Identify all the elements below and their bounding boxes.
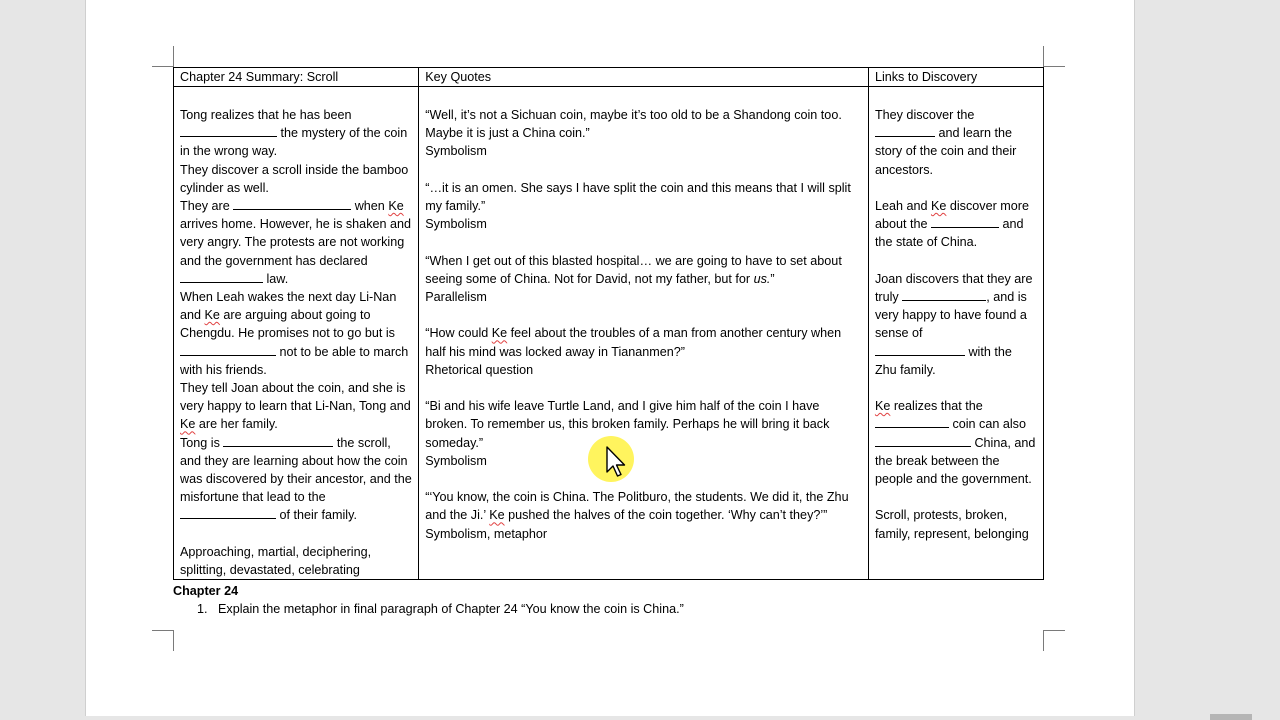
quote-text-part: “How could <box>425 326 489 341</box>
fill-in-blank <box>931 215 999 228</box>
crop-mark-top-right <box>1044 66 1065 67</box>
links-text: , and is very happy to have found a sense of <box>874 290 1027 341</box>
table-header-links: Links to Discovery <box>868 68 1043 87</box>
links-paragraph <box>875 270 1037 379</box>
links-paragraph <box>875 106 1037 179</box>
spellcheck-word: Ke <box>874 399 891 414</box>
links-text: discover more about the <box>874 199 1029 232</box>
summary-word-bank: Approaching, martial, deciphering, splitting, devastated, celebrating <box>180 544 372 578</box>
quote-block <box>425 397 862 470</box>
crop-mark-top-left <box>173 46 174 67</box>
summary-text: They are <box>180 199 230 214</box>
quote-block <box>425 179 862 234</box>
links-word-bank: Scroll, protests, broken, family, represent, belonging <box>874 508 1029 541</box>
question-text: Explain the metaphor in final paragraph of Chapter 24 “You know the coin is China.” <box>218 602 684 617</box>
chapter-summary-table <box>173 67 1044 580</box>
quote-text-part: “‘You know, the coin is China. The Politburo, the students. We did it, the Zhu and the Ji.’ <box>425 490 849 523</box>
table-header-quotes: Key Quotes <box>419 68 869 87</box>
quote-device: Parallelism <box>425 290 487 304</box>
table-header-summary: Chapter 24 Summary: Scroll <box>174 68 419 87</box>
quote-device: Symbolism <box>425 217 487 232</box>
quote-device: Symbolism, metaphor <box>425 526 548 541</box>
links-text: and learn the story of the coin and their ancestors. <box>874 126 1017 177</box>
fill-in-blank <box>875 434 971 447</box>
quote-text: “Bi and his wife leave Turtle Land, and I give him half of the coin I have broken. To remember us, this broken family. Perhaps he will bring it back someday.” <box>425 399 830 450</box>
summary-text: Tong realizes that he has been <box>180 108 352 122</box>
summary-cell <box>174 87 419 580</box>
spellcheck-word: Ke <box>930 199 947 213</box>
summary-text: when <box>354 199 385 214</box>
crop-mark-bottom-left <box>152 630 173 631</box>
summary-text: They tell Joan about the coin, and she is very happy to learn that Li-Nan, Tong and <box>180 381 411 414</box>
quote-device: Rhetorical question <box>425 362 534 377</box>
links-text: Leah and <box>874 199 928 213</box>
summary-text: law. <box>266 271 289 286</box>
quote-block <box>425 324 862 379</box>
quote-text: “Well, it’s not a Sichuan coin, maybe it’s too old to be a Shandong coin too. Maybe it is just a China coin.” <box>425 108 842 141</box>
links-cell <box>868 87 1043 580</box>
quote-text-part: pushed the halves of the coin together. ‘Why can’t they?’” <box>508 508 828 523</box>
scrollbar-thumb[interactable] <box>1210 714 1252 720</box>
fill-in-blank <box>180 270 263 283</box>
question-section <box>173 582 684 618</box>
crop-mark-top-right <box>1043 46 1044 67</box>
links-paragraph <box>875 397 1037 488</box>
summary-paragraph <box>180 434 412 525</box>
quote-text-part: “When I get out of this blasted hospital… we are going to have to set about seeing some of China. Not for David, not my father, but for <box>425 253 842 286</box>
spellcheck-word: Ke <box>491 326 508 341</box>
summary-paragraph <box>180 106 412 161</box>
fill-in-blank <box>902 288 986 301</box>
crop-mark-bottom-right <box>1044 630 1065 631</box>
fill-in-blank <box>180 124 277 137</box>
quote-text: “…it is an omen. She says I have split the coin and this means that I will split my family.” <box>425 180 851 213</box>
crop-mark-bottom-left <box>173 630 174 651</box>
spellcheck-word: Ke <box>489 508 505 523</box>
links-paragraph <box>875 197 1037 252</box>
quote-text-part: ” <box>770 271 775 286</box>
question-number: 1. <box>197 602 208 617</box>
links-text: They discover the <box>874 108 975 122</box>
summary-text: Tong is <box>180 435 220 450</box>
summary-paragraph <box>180 197 412 288</box>
spellcheck-word: Ke <box>180 417 196 432</box>
links-text: with the Zhu family. <box>874 344 1012 377</box>
quote-device: Symbolism <box>425 144 487 159</box>
question-item <box>173 600 684 618</box>
quote-block <box>425 488 862 543</box>
links-text: and the state of China. <box>874 217 1024 250</box>
quote-block <box>425 106 862 161</box>
summary-text: of their family. <box>279 508 357 523</box>
chapter-heading: Chapter 24 <box>173 584 239 598</box>
links-text: China, and the break between the people and the government. <box>874 435 1036 487</box>
mouse-pointer-icon <box>606 446 628 480</box>
fill-in-blank <box>180 506 276 519</box>
summary-text: When Leah wakes the next day Li-Nan and <box>180 290 397 323</box>
summary-text: arrives home. However, he is shaken and very angry. The protests are not working and the government has declared <box>180 217 412 268</box>
spellcheck-word: Ke <box>204 308 220 323</box>
summary-paragraph <box>180 288 412 379</box>
summary-text: are her family. <box>198 417 278 432</box>
quote-text <box>425 324 862 360</box>
quote-text-part: feel about the troubles of a man from another century when half his mind was locked away in Tiananmen?” <box>425 326 842 359</box>
table-row <box>174 87 1044 580</box>
quotes-cell <box>419 87 869 580</box>
quote-device: Symbolism <box>425 453 487 468</box>
table-header-row <box>174 68 1044 87</box>
links-text: coin can also <box>952 417 1026 432</box>
fill-in-blank <box>233 197 351 210</box>
fill-in-blank <box>180 343 276 356</box>
fill-in-blank <box>875 124 935 137</box>
fill-in-blank <box>875 343 965 356</box>
summary-text: not to be able to march with his friends. <box>180 344 409 377</box>
quote-emphasis: us. <box>753 271 771 286</box>
crop-mark-top-left <box>152 66 173 67</box>
quote-text <box>425 488 862 524</box>
fill-in-blank <box>875 415 949 428</box>
summary-text: the scroll, and they are learning about how the coin was discovered by their ancestor, and the misfortune that lead to the <box>180 435 412 505</box>
quote-text <box>425 252 862 288</box>
fill-in-blank <box>223 434 333 447</box>
crop-mark-bottom-right <box>1043 630 1044 651</box>
spellcheck-word: Ke <box>388 199 404 214</box>
summary-paragraph: They discover a scroll inside the bamboo cylinder as well. <box>180 162 409 195</box>
links-text: Joan discovers that they are truly <box>874 271 1033 304</box>
summary-text: are arguing about going to Chengdu. He promises not to go but is <box>180 308 395 341</box>
summary-paragraph <box>180 379 412 434</box>
summary-text: the mystery of the coin in the wrong way. <box>180 126 408 159</box>
links-text: realizes that the <box>893 399 983 414</box>
quote-block <box>425 252 862 307</box>
